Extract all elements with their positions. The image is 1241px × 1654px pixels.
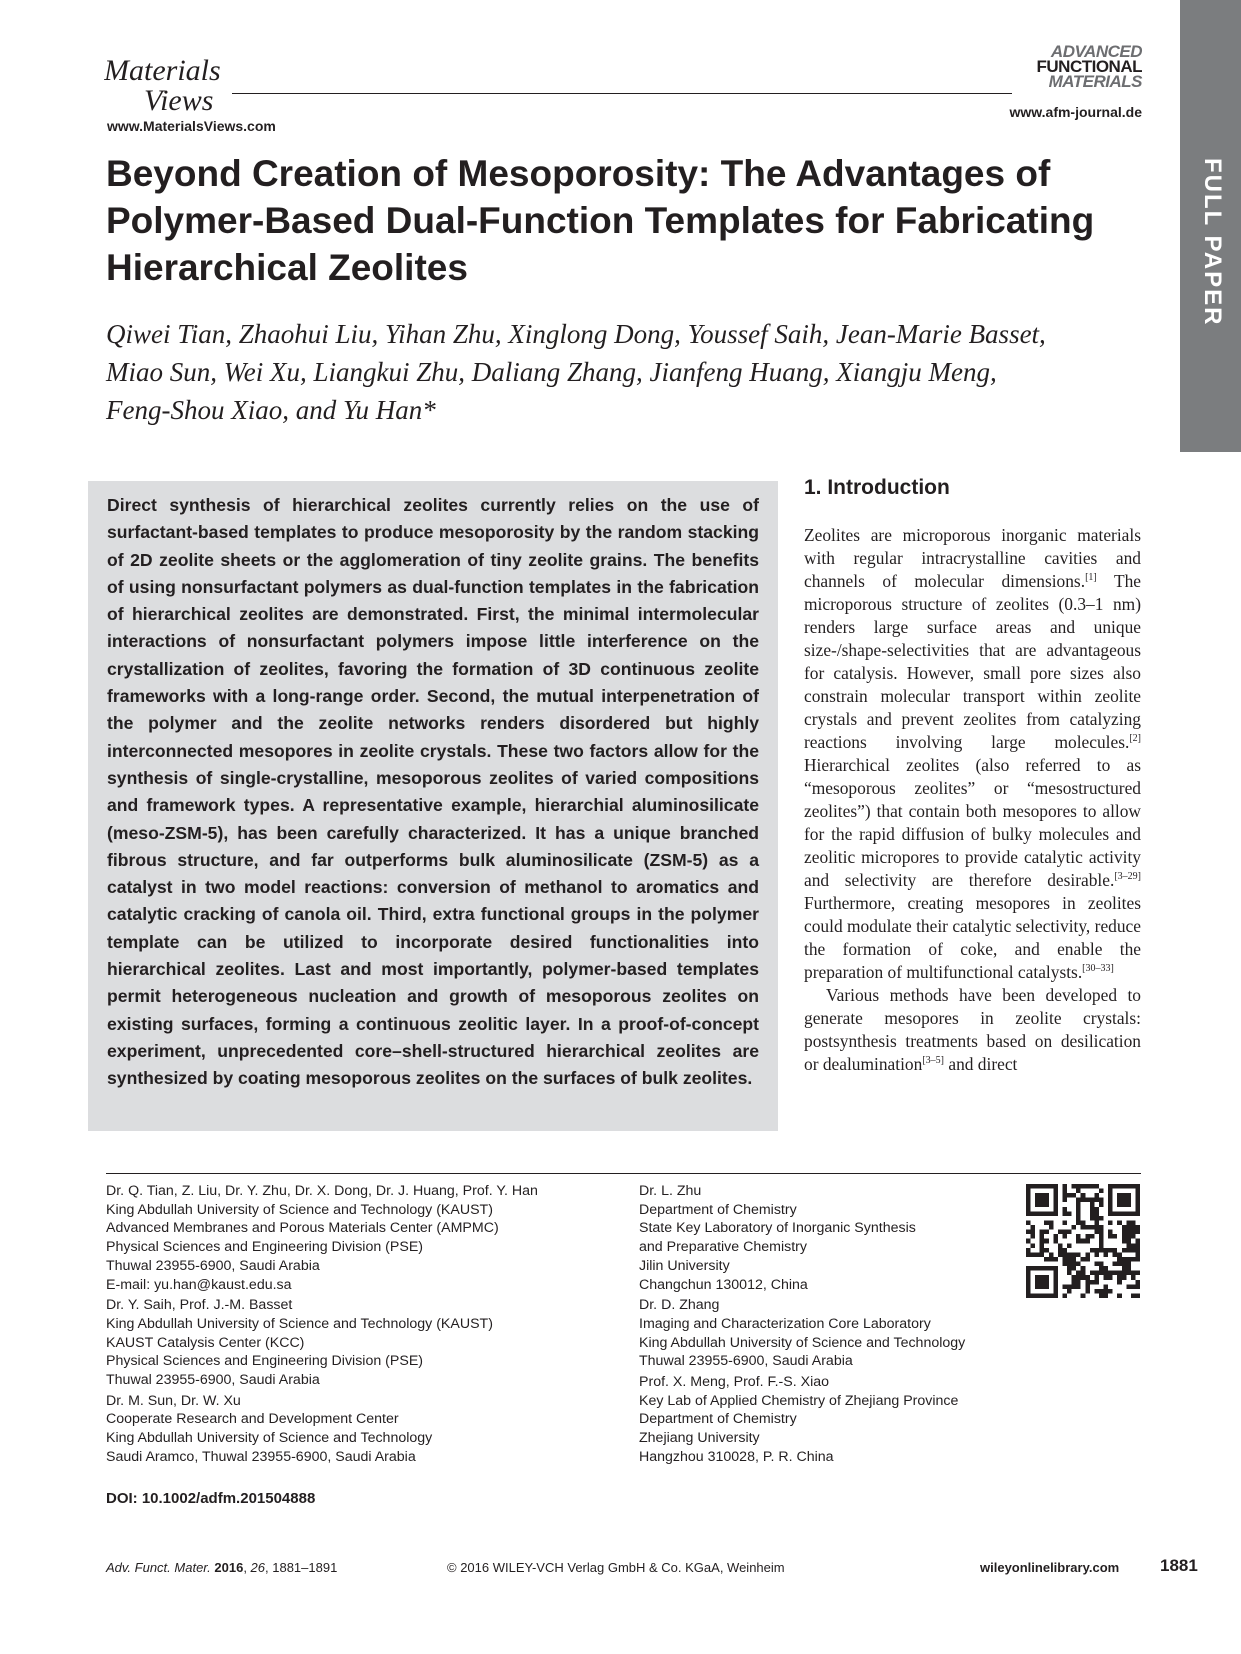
affiliation-line: Dr. M. Sun, Dr. W. Xu <box>106 1392 241 1409</box>
affiliation-line: Imaging and Characterization Core Laboratory <box>639 1315 931 1332</box>
afm-journal-url[interactable]: www.afm-journal.de <box>1009 104 1142 120</box>
intro-text: Furthermore, creating mesopores in zeolites could modulate their catalytic selectivity, reduce the formation of coke, and enable the preparation of multifunctional catalysts. <box>804 893 1141 982</box>
affiliation-line: King Abdullah University of Science and Technology (KAUST) <box>106 1201 493 1218</box>
affiliation-line: Saudi Aramco, Thuwal 23955-6900, Saudi Arabia <box>106 1448 416 1465</box>
intro-text: Various methods have been developed to generate mesopores in zeolite crystals: postsynthesis treatments based on desilication or dealumination <box>804 985 1141 1074</box>
affiliation-line: Dr. L. Zhu <box>639 1183 702 1199</box>
affiliation-block <box>639 1373 1019 1467</box>
affiliation-line: King Abdullah University of Science and Technology (KAUST) <box>106 1315 493 1332</box>
qr-code[interactable] <box>1026 1184 1140 1298</box>
affiliation-line: Advanced Membranes and Porous Materials Center (AMPMC) <box>106 1220 499 1237</box>
citation-ref[interactable]: [3–5] <box>922 1055 944 1067</box>
affiliation-block <box>639 1296 1019 1371</box>
footer-year: 2016 <box>214 1560 244 1575</box>
footer-volume: 26 <box>250 1560 266 1575</box>
author-line: Qiwei Tian, Zhaohui Liu, Yihan Zhu, Xinglong Dong, Youssef Saih, Jean-Marie Basset, <box>106 319 1046 349</box>
affiliation-line: King Abdullah University of Science and Technology <box>639 1334 966 1351</box>
affiliation-line: King Abdullah University of Science and Technology <box>106 1430 433 1447</box>
affiliation-line: Dr. Q. Tian, Z. Liu, Dr. Y. Zhu, Dr. X. Dong, Dr. J. Huang, Prof. Y. Han <box>106 1183 538 1199</box>
introduction-heading: 1. Introduction <box>804 476 950 499</box>
introduction-body <box>804 524 1141 1076</box>
email-link[interactable]: E-mail: yu.han@kaust.edu.sa <box>106 1276 292 1293</box>
affiliation-line: Prof. X. Meng, Prof. F.-S. Xiao <box>639 1374 830 1391</box>
intro-text: and direct <box>944 1054 1018 1074</box>
afm-logo-line1: ADVANCED <box>1050 42 1142 61</box>
affiliation-line: State Key Laboratory of Inorganic Synthesis <box>639 1220 916 1237</box>
affiliation-block <box>639 1182 1019 1294</box>
title-line: Hierarchical Zeolites <box>106 247 468 288</box>
affiliation-line: Thuwal 23955-6900, Saudi Arabia <box>106 1372 320 1389</box>
materials-views-url[interactable]: www.MaterialsViews.com <box>107 118 276 134</box>
affiliation-block <box>106 1296 626 1390</box>
affiliation-line: Physical Sciences and Engineering Division (PSE) <box>106 1239 424 1256</box>
citation-ref[interactable]: [1] <box>1085 572 1097 584</box>
affiliations-left <box>106 1182 626 1469</box>
affiliation-line: Cooperate Research and Development Center <box>106 1411 399 1428</box>
affiliation-line: Department of Chemistry <box>639 1411 797 1428</box>
citation-ref[interactable]: [30–33] <box>1082 963 1114 975</box>
footer-citation: Adv. Funct. Mater. 2016, 26, 1881–1891 <box>106 1560 338 1575</box>
header-rule <box>232 93 1012 94</box>
full-paper-tab-label: FULL PAPER <box>1199 158 1226 327</box>
afm-logo-line2: FUNCTIONAL <box>1036 57 1142 76</box>
logo-text-views: Views <box>144 84 214 117</box>
affiliation-line: Dr. D. Zhang <box>639 1297 720 1314</box>
doi-link[interactable]: DOI: 10.1002/adfm.201504888 <box>106 1490 316 1507</box>
footer-copyright: © 2016 WILEY-VCH Verlag GmbH & Co. KGaA, Weinheim <box>447 1560 785 1575</box>
intro-paragraph <box>804 524 1141 984</box>
affiliations-rule <box>106 1173 1141 1174</box>
intro-text: Hierarchical zeolites (also referred to as “mesoporous zeolites” or “mesostructured zeolites”) that contain both mesopores to allow for the rapid diffusion of bulky molecules and zeolitic micropores to provide catalytic activity and selectivity are therefore desirable. <box>804 755 1141 890</box>
author-list <box>106 315 1116 429</box>
abstract-box <box>88 481 778 1131</box>
logo-text-materials: Materials <box>104 54 221 87</box>
affiliation-block <box>106 1392 626 1467</box>
affiliation-line: Jilin University <box>639 1257 730 1274</box>
title-line: Beyond Creation of Mesoporosity: The Advantages of <box>106 153 1051 194</box>
affiliation-line: Changchun 130012, China <box>639 1276 808 1293</box>
intro-paragraph <box>804 984 1141 1076</box>
footer-pages: , 1881–1891 <box>265 1560 338 1575</box>
affiliation-line: Thuwal 23955-6900, Saudi Arabia <box>639 1353 853 1370</box>
full-paper-tab <box>1180 0 1241 452</box>
abstract-text: Direct synthesis of hierarchical zeolites currently relies on the use of surfactant-based templates to produce mesoporosity by the random stacking of 2D zeolite sheets or the agglomeration of tiny zeolite grains. The benefits of using nonsurfactant polymers as dual-function templates in the fabrication of hierarchical zeolites are demonstrated. First, the minimal intermolecular interactions of nonsurfactant polymers impose little interference on the crystallization of zeolites, favoring the formation of 3D continuous zeolite frameworks with a long-range order. Second, the mutual interpenetration of the polymer and the zeolite networks renders disordered but highly interconnected mesopores in zeolite crystals. These two factors allow for the synthesis of single-crystalline, mesoporous zeolites of varied compositions and framework types. A representative example, hierarchial aluminosilicate (meso-ZSM-5), has been carefully characterized. It has a unique branched fibrous structure, and far outperforms bulk aluminosilicate (ZSM-5) as a catalyst in two model reactions: conversion of methanol to aromatics and catalytic cracking of canola oil. Third, extra functional groups in the polymer template can be utilized to incorporate desired functionalities into hierarchical zeolites. Last and most importantly, polymer-based templates permit heterogeneous nucleation and growth of mesoporous zeolites on existing surfaces, forming a continuous zeolitic layer. In a proof-of-concept experiment, unprecedented core–shell-structured hierarchical zeolites are synthesized by coating mesoporous zeolites on the surfaces of bulk zeolites. <box>107 495 759 1089</box>
afm-logo-line3: MATERIALS <box>1048 72 1142 91</box>
footer-site-link[interactable]: wileyonlinelibrary.com <box>980 1560 1120 1575</box>
affiliation-block <box>106 1182 626 1294</box>
page-number: 1881 <box>1160 1556 1198 1575</box>
intro-text: The microporous structure of zeolites (0.3–1 nm) renders large surface areas and unique size-/shape-selectivities that are advantageous for catalysis. However, small pore sizes also constrain molecular transport within zeolite crystals and prevent zeolites from catalyzing reactions involving large molecules. <box>804 571 1141 752</box>
afm-journal-logo <box>1000 44 1142 89</box>
intro-text: Zeolites are microporous inorganic materials with regular intracrystalline cavities and channels of molecular dimensions. <box>804 525 1141 591</box>
affiliation-line: Zhejiang University <box>639 1430 760 1447</box>
affiliation-line: Department of Chemistry <box>639 1201 797 1218</box>
citation-ref[interactable]: [2] <box>1129 733 1141 745</box>
affiliation-line: Thuwal 23955-6900, Saudi Arabia <box>106 1257 320 1274</box>
footer-journal: Adv. Funct. Mater. <box>106 1560 211 1575</box>
citation-ref[interactable]: [3–29] <box>1114 871 1141 883</box>
author-line: Feng-Shou Xiao, and Yu Han* <box>106 395 436 425</box>
affiliation-line: KAUST Catalysis Center (KCC) <box>106 1334 305 1351</box>
materials-views-logo-mark <box>104 52 244 120</box>
article-title <box>106 150 1116 291</box>
title-line: Polymer-Based Dual-Function Templates for Fabricating <box>106 200 1095 241</box>
affiliation-line: Physical Sciences and Engineering Division (PSE) <box>106 1353 424 1370</box>
affiliation-line: Dr. Y. Saih, Prof. J.-M. Basset <box>106 1297 293 1314</box>
affiliation-line: Hangzhou 310028, P. R. China <box>639 1448 834 1465</box>
author-line: Miao Sun, Wei Xu, Liangkui Zhu, Daliang Zhang, Jianfeng Huang, Xiangju Meng, <box>106 357 997 387</box>
affiliation-line: Key Lab of Applied Chemistry of Zhejiang Province <box>639 1392 959 1409</box>
materials-views-logo <box>104 52 244 120</box>
qr-code-graphic <box>1026 1184 1140 1298</box>
affiliations-right <box>639 1182 1019 1469</box>
affiliation-line: and Preparative Chemistry <box>639 1239 807 1256</box>
